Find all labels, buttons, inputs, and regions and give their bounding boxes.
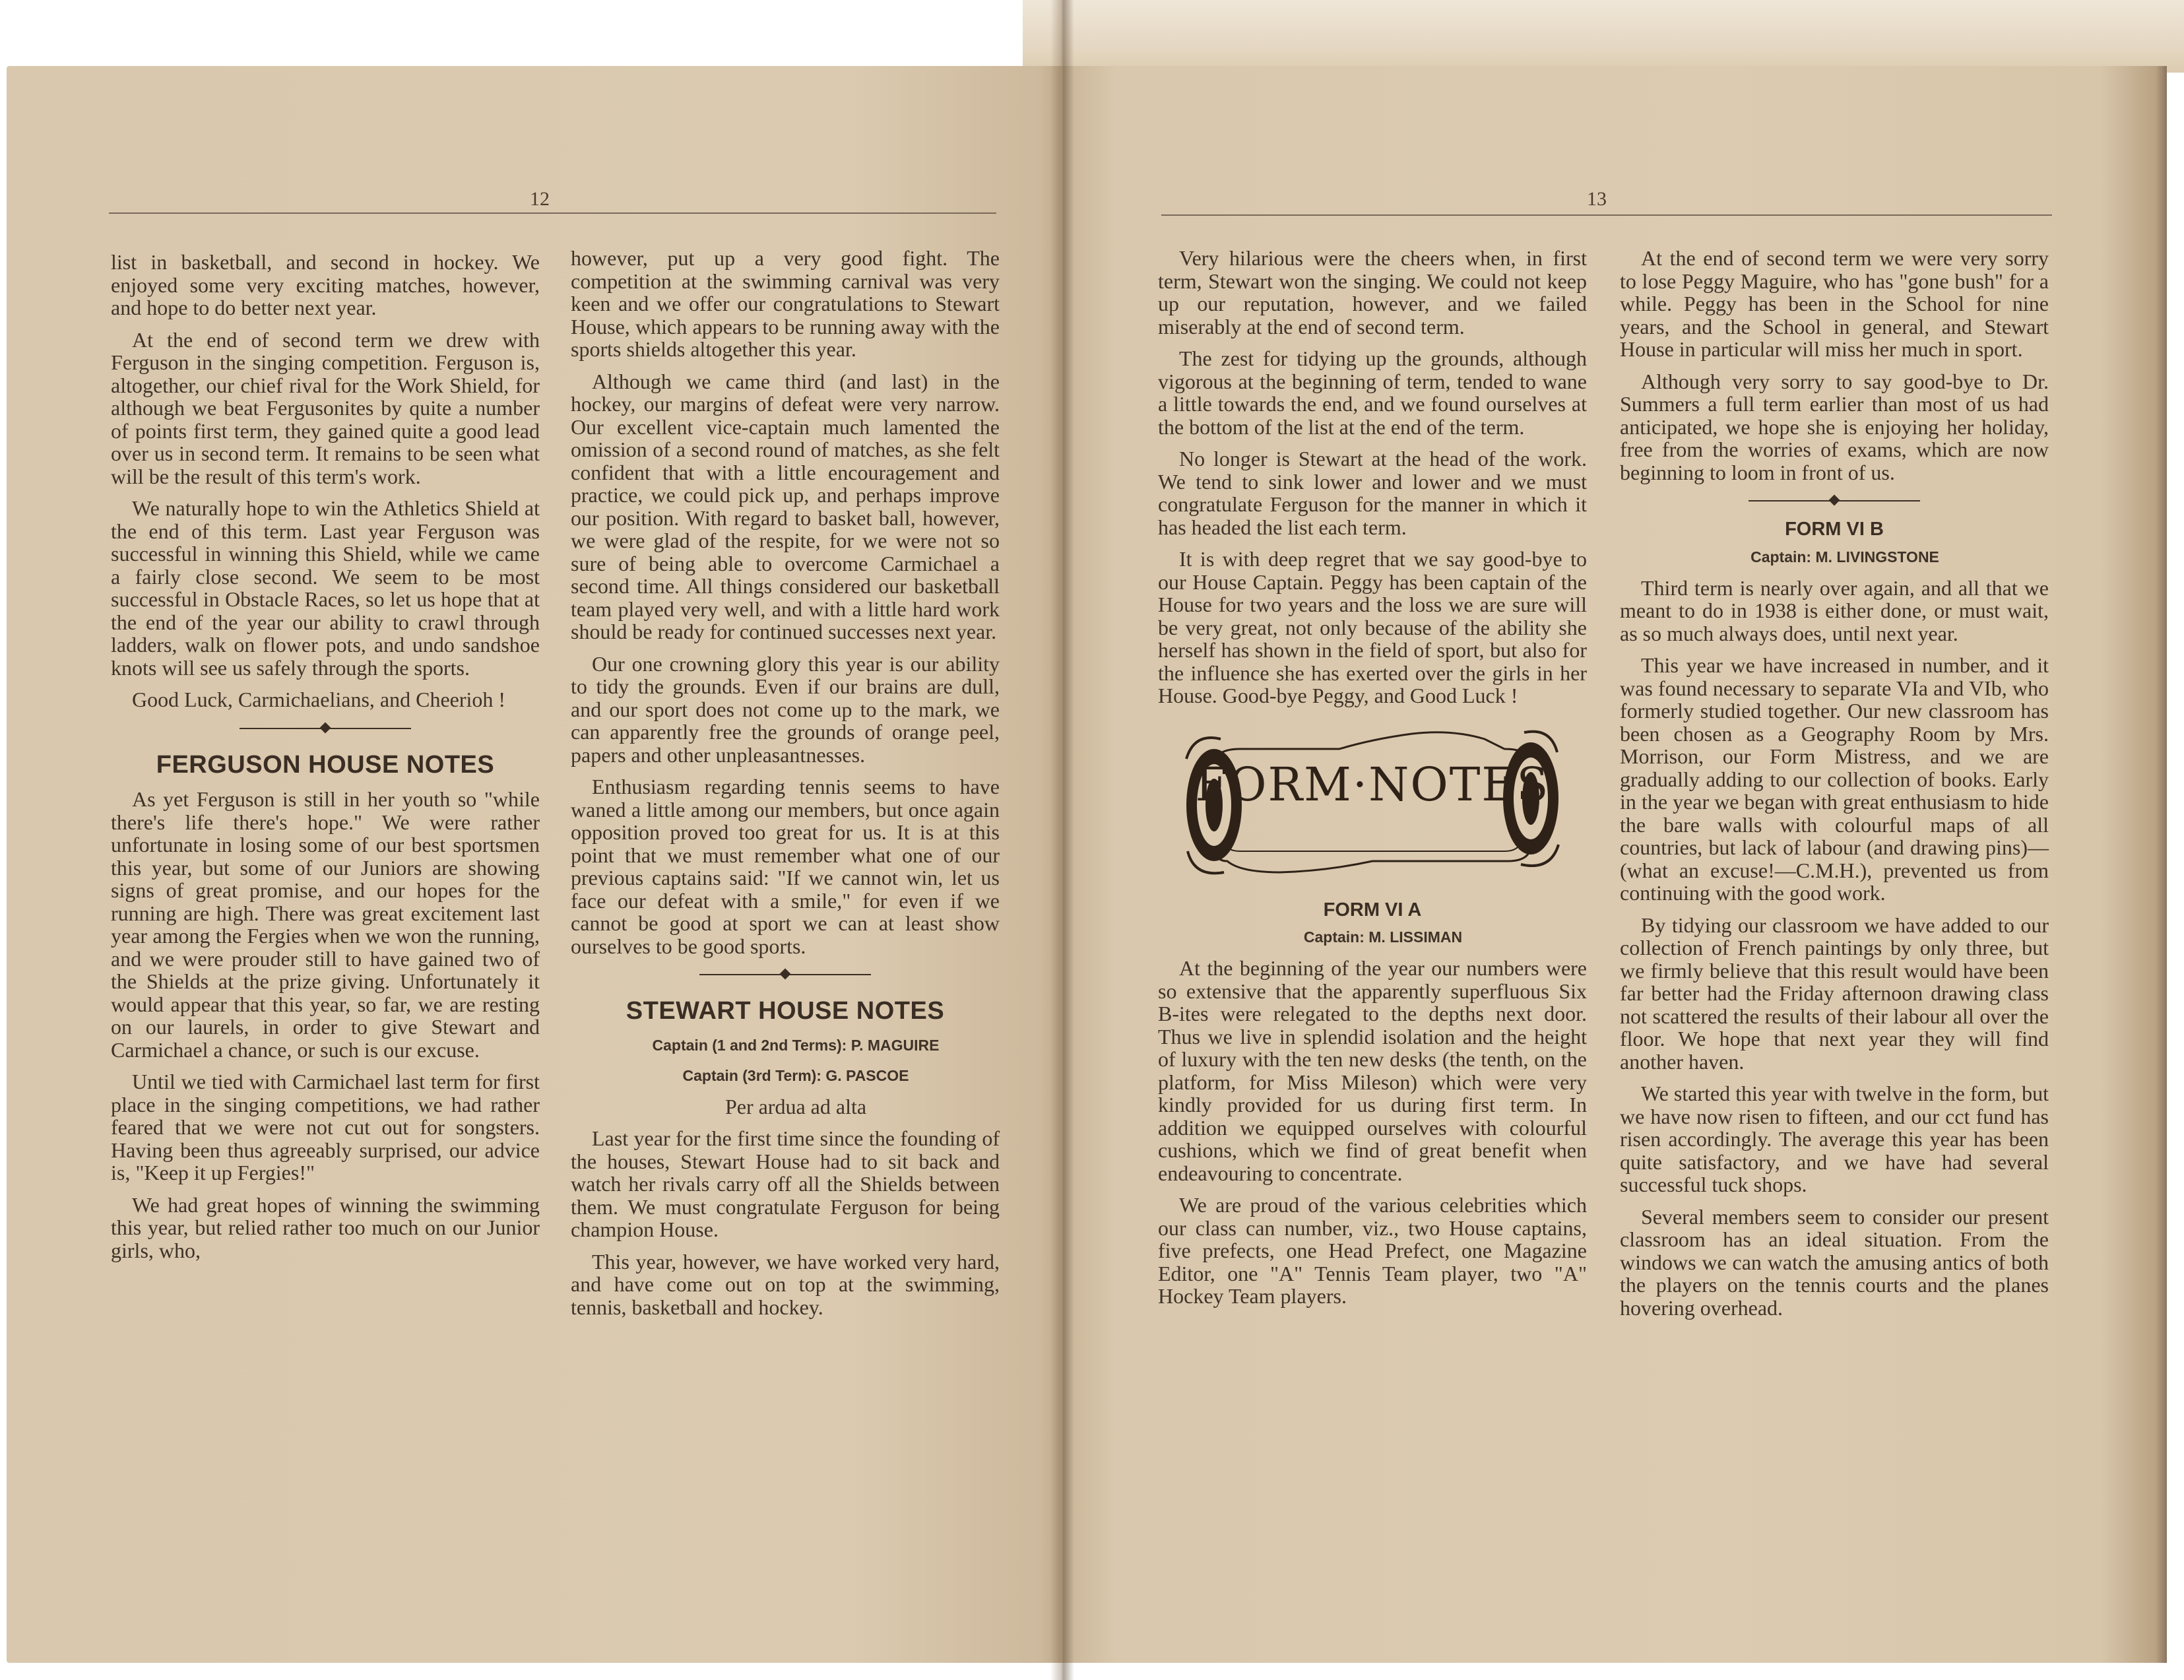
form-vi-b-heading: FORM VI B [1785, 519, 1884, 540]
paragraph: No longer is Stewart at the head of the work. We tend to sink lower and lower and we must congratulate Ferguson for the manner in which it has headed the list each term. [1158, 447, 1587, 539]
paragraph: Enthusiasm regarding tennis seems to have waned a little among our members, but once again opposition proved too great for us. It is at this point that we must remember what one of our previous captains said: "If we cannot win, let us face our defeat with a smile," for even if we cannot be good at sport we can at least show ourselves to be good sports. [571, 775, 1000, 958]
paragraph: The zest for tidying up the grounds, although vigorous at the beginning of term, tended to wane a little towards the end, and we found ourselves at the bottom of the list at the end of the term. [1158, 346, 1587, 439]
captain-line: Captain (3rd Term): G. PASCOE [682, 1066, 909, 1084]
paragraph: We are proud of the various celebrities which our class can number, viz., two House captains, five prefects, one Head Prefect, one Magazine Editor, one "A" Tennis Team player, two "A" Hockey Team players. [1158, 1193, 1587, 1308]
paragraph: Third term is nearly over again, and all that we meant to do in 1938 is either done, or must wait, as so much always does, until next year. [1620, 575, 2049, 645]
paragraph: At the end of second term we drew with Ferguson in the singing competition. Ferguson is, altogether, our chief rival for the Work Shield, for although we beat Fergusonites by quite a number of points first term, they gained quite a good lead over us in second term. It remains to be seen what will be the result of this term's work. [111, 327, 540, 488]
form-vi-a-heading: FORM VI A [1323, 899, 1422, 921]
left-page-column-1 [111, 251, 540, 1271]
paragraph: We naturally hope to win the Athletics Shield at the end of this term. Last year Ferguson was successful in winning this Shield, while we came a fairly close second. We seem to be most successful in Obstacle Races, so let us hope that at the end of the year our ability to crawl through ladders, walk on flower pots, and undo sandshoe knots will see us safely through the sports. [111, 496, 540, 680]
paragraph: Very hilarious were the cheers when, in first term, Stewart won the singing. We could not keep up our reputation, however, and we failed miserably at the end of second term. [1158, 246, 1587, 339]
paragraph: Good Luck, Carmichaelians, and Cheerioh ! [132, 688, 506, 711]
header-rule-left [109, 212, 996, 214]
paragraph: Several members seem to consider our present classroom has an ideal situation. From the windows we can watch the amusing antics of both the players on the tennis courts and the planes hovering overhead. [1620, 1204, 2049, 1320]
stewart-house-heading: STEWART HOUSE NOTES [626, 997, 945, 1025]
paragraph: list in basketball, and second in hockey. We enjoyed some very exciting matches, however, and hope to do better next year. [111, 250, 540, 319]
form-notes-banner [1174, 719, 1570, 884]
paragraph: Last year for the first time since the founding of the houses, Stewart House had to sit back and watch her rivals carry off all the Shields between them. We must congratulate Ferguson for being champion House. [571, 1126, 1000, 1241]
paragraph: We had great hopes of winning the swimming this year, but relied rather too much on our Junior girls, who, [111, 1192, 540, 1262]
paragraph: We started this year with twelve in the form, but we have now risen to fifteen, and our cct fund has risen accordingly. The average this year has been quite satisfactory, and we have had several successful tuck shops. [1620, 1082, 2049, 1196]
paragraph: At the beginning of the year our numbers were so extensive that the apparently superfluous Six B-ites were relegated to the depths next door. Thus we live in splendid isolation and the height of luxury with the ten new desks (the tenth, on the platform, for Miss Mileson) which were very kindly provided for us during first term. In addition we equipped ourselves with colourful cushions, which we find of great benefit when endeavouring to concentrate. [1158, 956, 1587, 1185]
paragraph: By tidying our classroom we have added to our collection of French paintings by only three, but we firmly believe that this result would have been far better had the Friday afternoon drawing class not scattered the results of their labour all over the floor. We hope that next year they will find another haven. [1620, 913, 2049, 1074]
left-page-column-2 [571, 247, 1000, 1328]
ferguson-house-heading: FERGUSON HOUSE NOTES [156, 750, 495, 779]
form-notes-title: FORM·NOTES [1195, 757, 1550, 812]
paragraph: Until we tied with Carmichael last term for first place in the singing competitions, we had rather feared that we were not cut out for songsters. Having been thus agreeably surprised, our advice is, "Keep it up Fergies!" [111, 1070, 540, 1184]
paragraph: This year, however, we have worked very hard, and have come out on top at the swimming, tennis, basketball and hockey. [571, 1249, 1000, 1319]
section-divider [1749, 494, 1920, 507]
header-rule-right [1161, 214, 2052, 216]
right-page-column-2 [1620, 247, 2049, 1328]
house-motto: Per ardua ad alta [724, 1094, 867, 1118]
paragraph: however, put up a very good fight. The competition at the swimming carnival was very keen and we offer our congratulations to Stewart House, which appears to be running away with the sports shields altogether this year. [571, 246, 1000, 361]
page-number-left: 12 [530, 188, 550, 210]
paragraph: At the end of second term we were very sorry to lose Peggy Maguire, who has "gone bush" for a while. Peggy has been in the School for nine years, and the School in general, and Stewart House in particular will miss her much in sport. [1620, 246, 2049, 361]
captain-line: Captain: M. LIVINGSTONE [1750, 548, 1939, 565]
book-spine [1050, 0, 1074, 1680]
section-divider [240, 722, 411, 735]
paragraph: This year we have increased in number, and it was found necessary to separate VIa and VIb, who formerly studied together. Our new classroom has been chosen as a Geography Room by Mrs. Morrison, our Form Mistress, and we are gradually adding to our collection of books. Early in the year we began with great enthusiasm to hide the bare walls with colourful maps of all countries, but lack of labour (and drawing pins)—(what an excuse!—C.M.H.), prevented us from continuing with the good work. [1620, 653, 2049, 905]
paragraph: As yet Ferguson is still in her youth so "while there's life there's hope." We were rather unfortunate in losing some of our best sportsmen this year, but some of our Juniors are showing signs of great promise, and our hopes for the running are high. There was great excitement last year among the Fergies when we won the running, and we were prouder still to have gained two of the Shields at the prize giving. Unfortunately it would appear that this year, so far, we are resting on our laurels, in order to give Stewart and Carmichael a chance, or such is our excuse. [111, 787, 540, 1062]
section-divider [699, 968, 871, 981]
captain-line: Captain (1 and 2nd Terms): P. MAGUIRE [652, 1036, 940, 1054]
paragraph: It is with deep regret that we say good-bye to our House Captain. Peggy has been captain of the House for two years and the loss we are sure will be very great, not only because of the ability she herself has shown in the field of sport, but also for the influence she has exerted over the girls in her House. Good-bye Peggy, and Good Luck ! [1158, 547, 1587, 707]
right-page-column-1 [1158, 247, 1587, 1317]
paragraph: Our one crowning glory this year is our ability to tidy the grounds. Even if our brains are dull, and our sport does not come up to the mark, we can apparently free the grounds of orange peel, papers and other unpleasantnesses. [571, 651, 1000, 767]
captain-line: Captain: M. LISSIMAN [1303, 928, 1463, 946]
page-number-right: 13 [1587, 188, 1607, 210]
paragraph: Although very sorry to say good-bye to Dr. Summers a full term earlier than most of us had anticipated, we hope she is enjoying her holiday, free from the worries of exams, which are now beginning to loom in front of us. [1620, 369, 2049, 484]
paragraph: Although we came third (and last) in the hockey, our margins of defeat were very narrow. Our excellent vice-captain much lamented the omission of a second round of matches, as she felt confident that with a little encouragement and practice, we could pick up, and perhaps improve our position. With regard to basket ball, however, we were glad of the respite, for we were not so sure of being able to overcome Carmichael a second time. All things considered our basketball team played very well, and with a little hard work should be ready for continued successes next year. [571, 369, 1000, 643]
page-top-edge [1023, 0, 2184, 73]
